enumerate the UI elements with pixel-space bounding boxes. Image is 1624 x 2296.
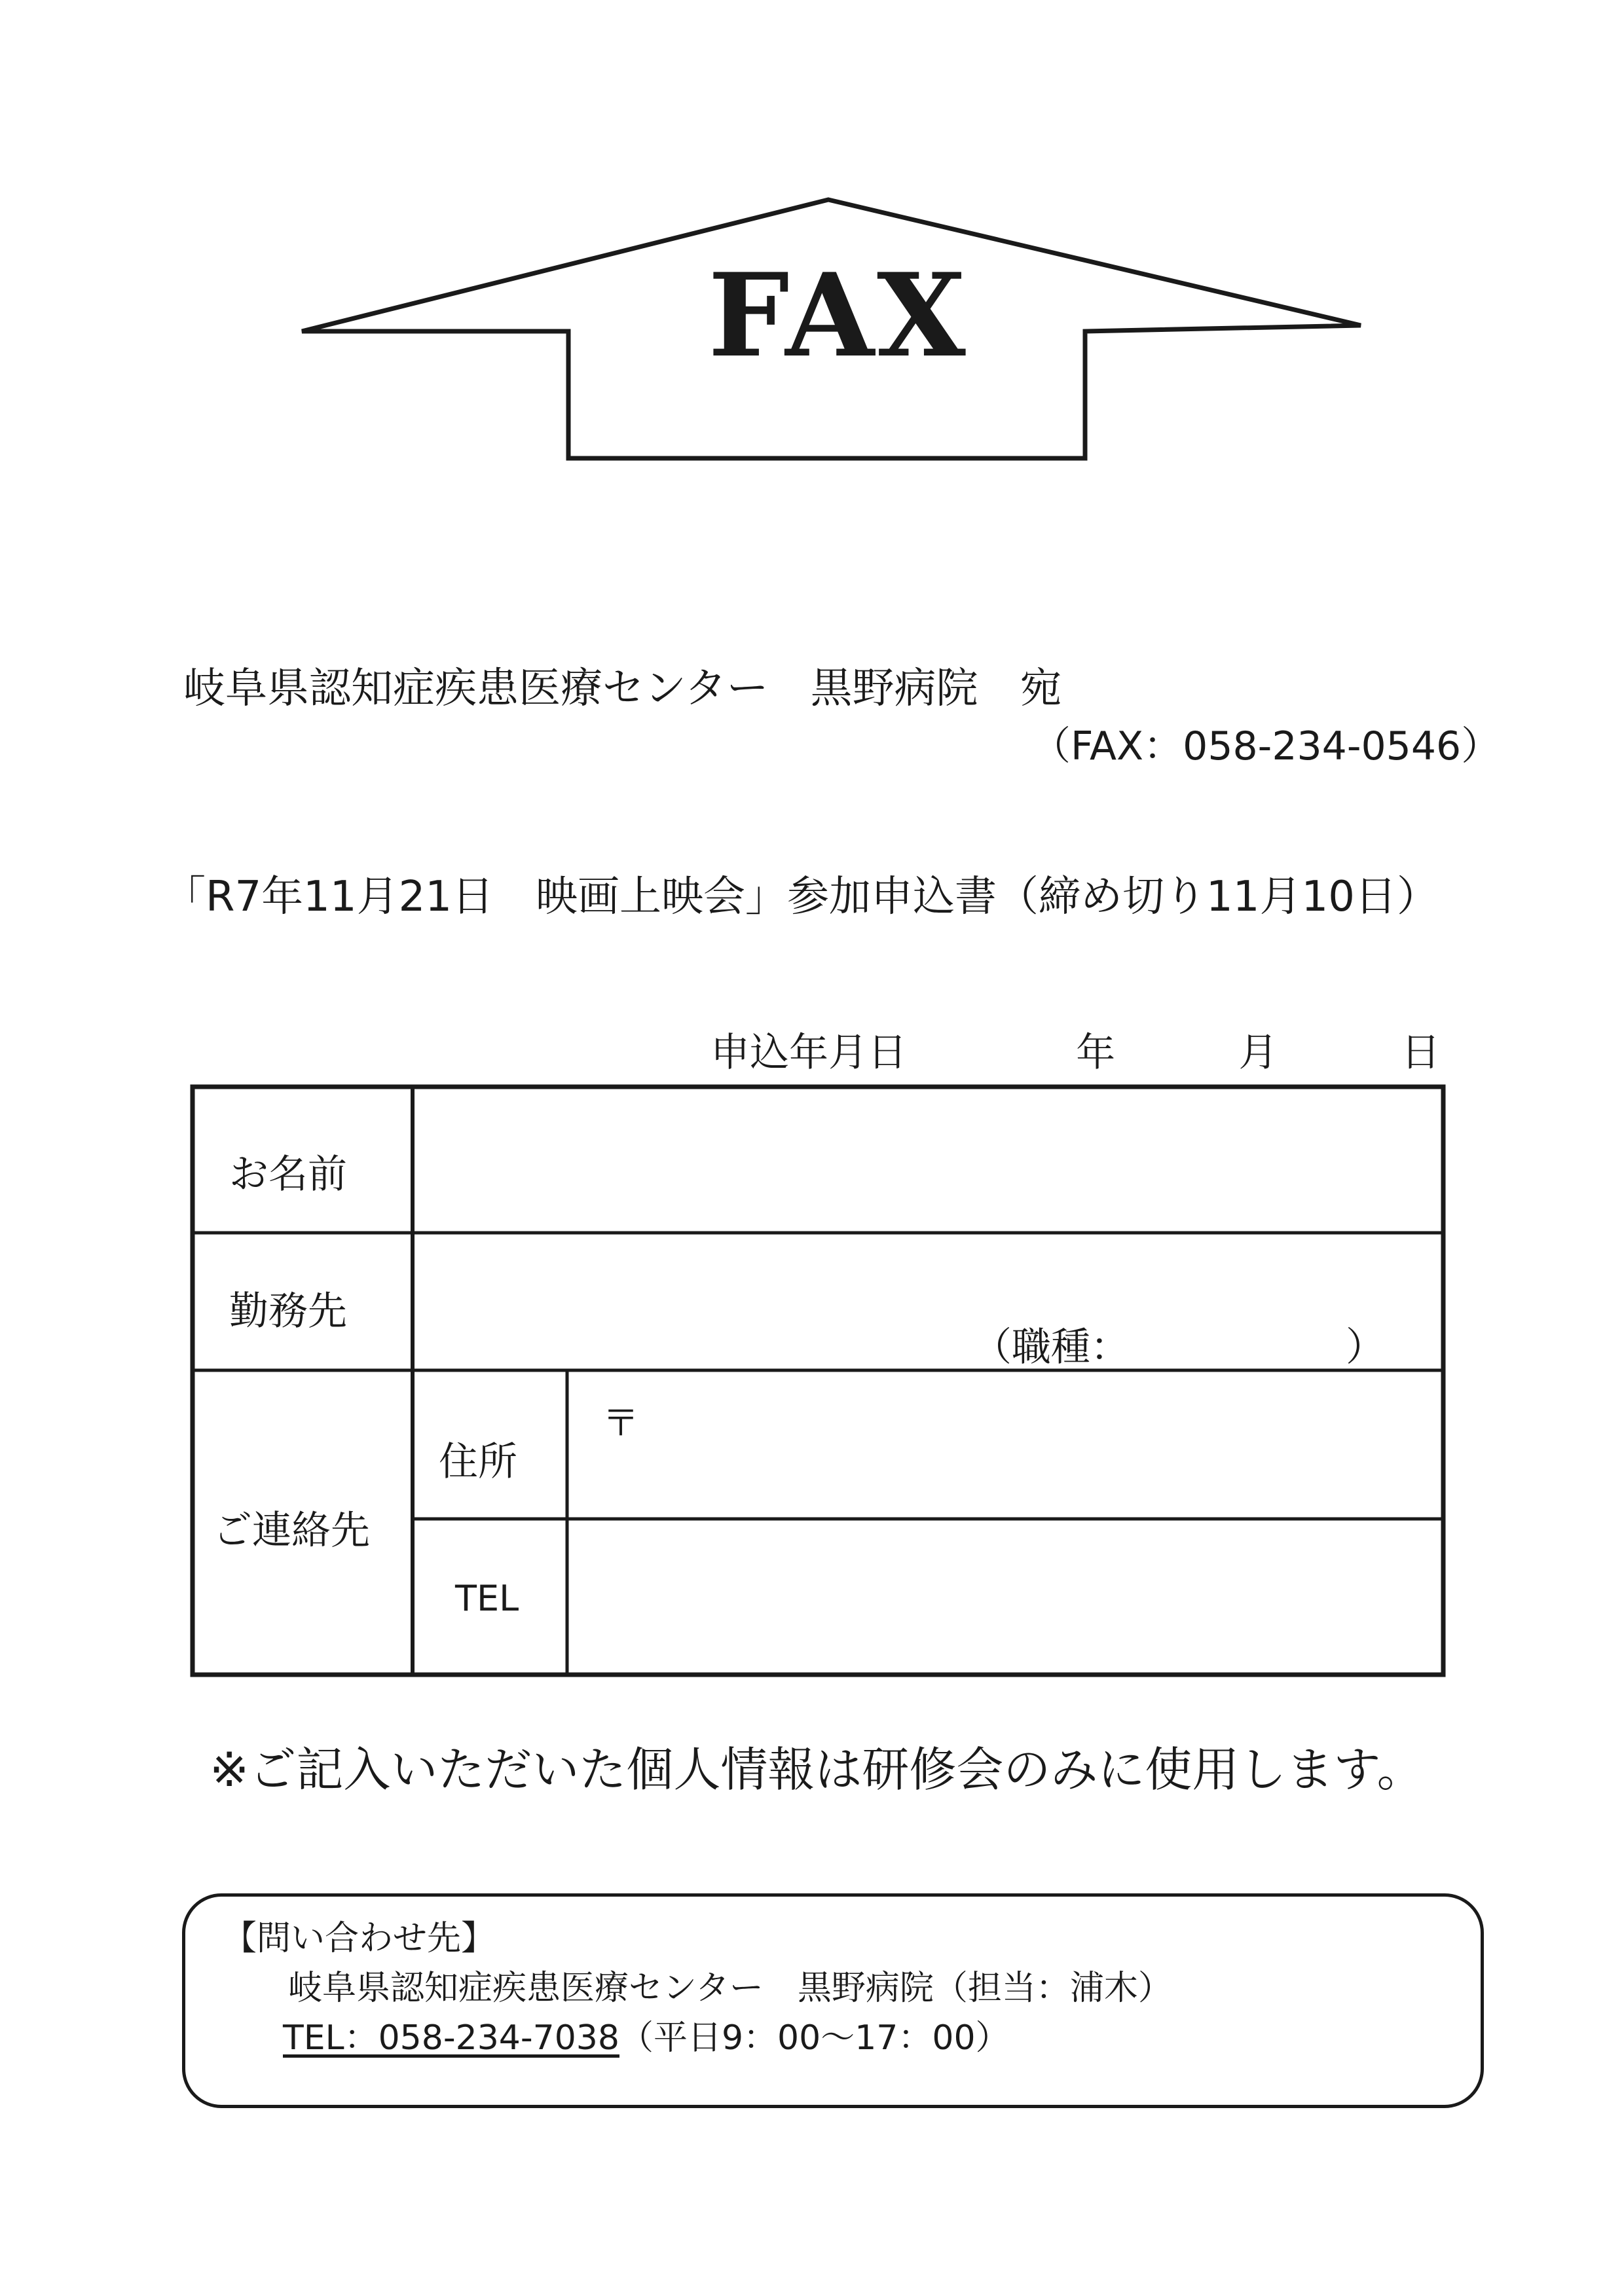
contact-hours: （平日9：00～17：00）: [619, 2018, 1010, 2058]
privacy-notice: ※ご記入いただいた個人情報は研修会のみに使用します。: [210, 1742, 1424, 1797]
contact-label: ご連絡先: [213, 1508, 370, 1554]
workplace-label: 勤務先: [229, 1288, 347, 1334]
address-field[interactable]: [574, 1377, 1438, 1514]
contact-phone-line: [283, 2010, 1010, 2059]
name-field[interactable]: [419, 1095, 1437, 1229]
month-label: 月: [1238, 1030, 1278, 1076]
tel-field[interactable]: [574, 1525, 1438, 1669]
occupation-label: （職種： ）: [972, 1324, 1385, 1370]
name-label: お名前: [229, 1152, 347, 1197]
fax-title: FAX: [708, 249, 969, 383]
day-label: 日: [1401, 1030, 1441, 1076]
address-label: 住所: [439, 1439, 517, 1485]
form-title: 「R7年11月21日 映画上映会」参加申込書（締め切り11月10日）: [164, 873, 1439, 921]
postal-mark: 〒: [602, 1402, 639, 1445]
tel-label: TEL: [455, 1578, 519, 1619]
year-label: 年: [1076, 1030, 1116, 1076]
recipient-line: 岐阜県認知症疾患医療センター 黒野病院 宛: [183, 665, 1062, 713]
contact-organization: 岐阜県認知症疾患医療センター 黒野病院（担当：浦木）: [288, 1969, 1172, 2008]
recipient-fax-number: （FAX：058-234-0546）: [1031, 723, 1501, 769]
application-date-label: 申込年月日: [710, 1030, 907, 1076]
contact-heading: 【問い合わせ先】: [223, 1919, 496, 1958]
contact-phone: TEL：058-234-7038: [283, 2018, 619, 2058]
